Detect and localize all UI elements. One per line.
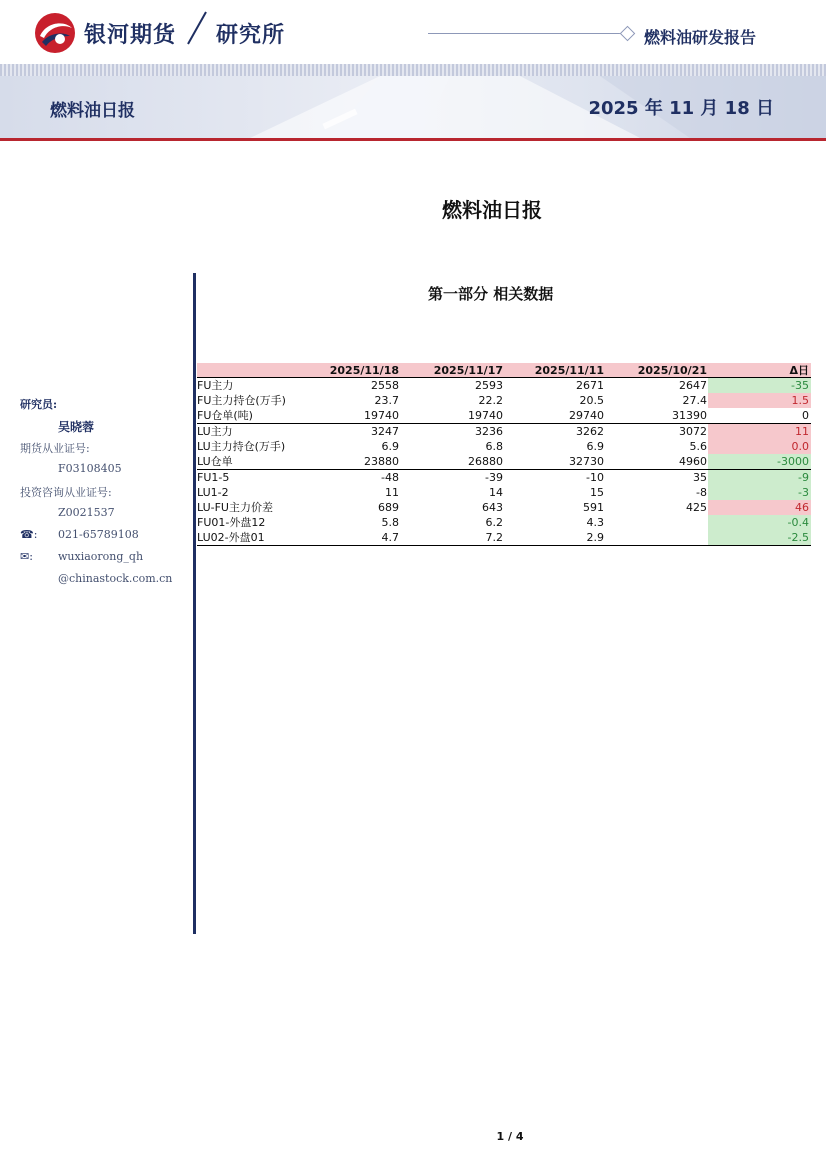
row-label: FU1-5: [197, 471, 230, 484]
value-cell: [604, 530, 707, 545]
value-cell: 689: [378, 501, 399, 514]
value-cell: 35: [693, 471, 707, 484]
value-cell: 20.5: [579, 394, 604, 407]
value-cell: -10: [586, 471, 604, 484]
table-row: [197, 530, 811, 546]
value-cell: -8: [696, 486, 707, 499]
report-type: 燃料油研发报告: [644, 28, 757, 47]
table-row: [197, 393, 811, 408]
delta-cell: -35: [708, 378, 811, 393]
header-divider-line: [428, 33, 620, 34]
table-row: [197, 454, 811, 470]
header-cell-delta: Δ日: [789, 364, 809, 377]
report-date: 2025 年 11 月 18 日: [588, 98, 774, 119]
value-cell: 23880: [364, 455, 399, 468]
delta-cell: 1.5: [708, 393, 811, 408]
header-cell-date-2: 2025/11/17: [433, 364, 503, 377]
value-cell: 32730: [569, 455, 604, 468]
banner-title: 燃料油日报: [50, 101, 135, 121]
value-cell: 7.2: [485, 531, 503, 544]
row-label: FU仓单(吨): [197, 409, 253, 422]
value-cell: 3072: [679, 425, 707, 438]
table-row: [197, 439, 811, 454]
value-cell: 591: [583, 501, 604, 514]
value-cell: 6.9: [381, 440, 399, 453]
value-cell: 6.2: [485, 516, 503, 529]
galaxy-logo-icon: [34, 12, 76, 54]
value-cell: 2671: [576, 379, 604, 392]
delta-cell: 46: [708, 500, 811, 515]
invest-cert-number: Z0021537: [58, 506, 115, 519]
header-cell-date-3: 2025/11/11: [534, 364, 604, 377]
email-line-2[interactable]: @chinastock.com.cn: [58, 572, 173, 585]
value-cell: 19740: [364, 409, 399, 422]
value-cell: 15: [590, 486, 604, 499]
diamond-icon: [620, 26, 636, 42]
row-label: LU02-外盘01: [197, 531, 265, 544]
email-row: [20, 550, 36, 563]
value-cell: 2647: [679, 379, 707, 392]
value-cell: 26880: [468, 455, 503, 468]
value-cell: 11: [385, 486, 399, 499]
table-row: [197, 424, 811, 439]
row-label: LU主力持仓(万手): [197, 440, 286, 453]
value-cell: 23.7: [374, 394, 399, 407]
delta-cell: -3: [708, 485, 811, 500]
table-row: [197, 470, 811, 485]
document-title: 燃料油日报: [442, 198, 542, 222]
researcher-label: 研究员:: [20, 398, 58, 411]
table-row: [197, 500, 811, 515]
delta-cell: -9: [708, 470, 811, 485]
futures-cert-label: 期货从业证号:: [20, 442, 90, 455]
invest-cert-label: 投资咨询从业证号:: [20, 486, 112, 499]
value-cell: 29740: [569, 409, 604, 422]
value-cell: [604, 515, 707, 530]
value-cell: 3236: [475, 425, 503, 438]
phone-row: [20, 528, 36, 541]
value-cell: -39: [485, 471, 503, 484]
value-cell: 5.8: [381, 516, 399, 529]
delta-cell: 0: [708, 408, 811, 423]
value-cell: 6.8: [485, 440, 503, 453]
brand-name: 银河期货: [84, 23, 177, 48]
value-cell: 2593: [475, 379, 503, 392]
row-label: FU01-外盘12: [197, 516, 266, 529]
table-header-row: [197, 363, 811, 378]
value-cell: 2558: [371, 379, 399, 392]
header-cell-date-1: 2025/11/18: [329, 364, 399, 377]
futures-cert-number: F03108405: [58, 462, 122, 475]
delta-cell: -0.4: [708, 515, 811, 530]
value-cell: 3247: [371, 425, 399, 438]
fuel-oil-data-table: [197, 363, 811, 546]
value-cell: 5.6: [689, 440, 707, 453]
table-row: [197, 408, 811, 424]
row-label: FU主力: [197, 379, 234, 392]
value-cell: 22.2: [478, 394, 503, 407]
brand-department: 研究所: [216, 23, 286, 48]
value-cell: 19740: [468, 409, 503, 422]
title-banner: [0, 76, 826, 138]
value-cell: 2.9: [586, 531, 604, 544]
section-title: 第一部分 相关数据: [428, 285, 554, 303]
mail-icon: ✉:: [20, 550, 33, 563]
table-row: [197, 485, 811, 500]
value-cell: 4.3: [586, 516, 604, 529]
report-header: [0, 0, 826, 64]
delta-cell: 0.0: [708, 439, 811, 454]
value-cell: 14: [489, 486, 503, 499]
value-cell: 425: [686, 501, 707, 514]
email-line-1[interactable]: wuxiaorong_qh: [58, 550, 144, 563]
delta-cell: -3000: [708, 454, 811, 469]
header-stripe-band: [0, 64, 826, 76]
phone-number[interactable]: 021-65789108: [58, 528, 139, 541]
page-number: 1 / 4: [496, 1130, 524, 1143]
row-label: LU1-2: [197, 486, 229, 499]
delta-cell: -2.5: [708, 530, 811, 545]
value-cell: 27.4: [682, 394, 707, 407]
row-label: LU仓单: [197, 455, 233, 468]
table-row: [197, 515, 811, 530]
table-row: [197, 378, 811, 393]
banner-red-rule: [0, 138, 826, 141]
delta-cell: 11: [708, 424, 811, 439]
value-cell: 4.7: [381, 531, 399, 544]
value-cell: 6.9: [586, 440, 604, 453]
value-cell: 643: [482, 501, 503, 514]
researcher-name: 吴晓蓉: [58, 420, 95, 434]
phone-icon: ☎:: [20, 528, 38, 541]
header-cell-date-4: 2025/10/21: [637, 364, 707, 377]
sidebar-vertical-rule: [193, 273, 196, 934]
row-label: FU主力持仓(万手): [197, 394, 286, 407]
value-cell: -48: [381, 471, 399, 484]
table-body: [197, 378, 811, 546]
row-label: LU-FU主力价差: [197, 501, 273, 514]
value-cell: 3262: [576, 425, 604, 438]
row-label: LU主力: [197, 425, 233, 438]
value-cell: 31390: [672, 409, 707, 422]
slash-divider-icon: [182, 10, 212, 46]
value-cell: 4960: [679, 455, 707, 468]
